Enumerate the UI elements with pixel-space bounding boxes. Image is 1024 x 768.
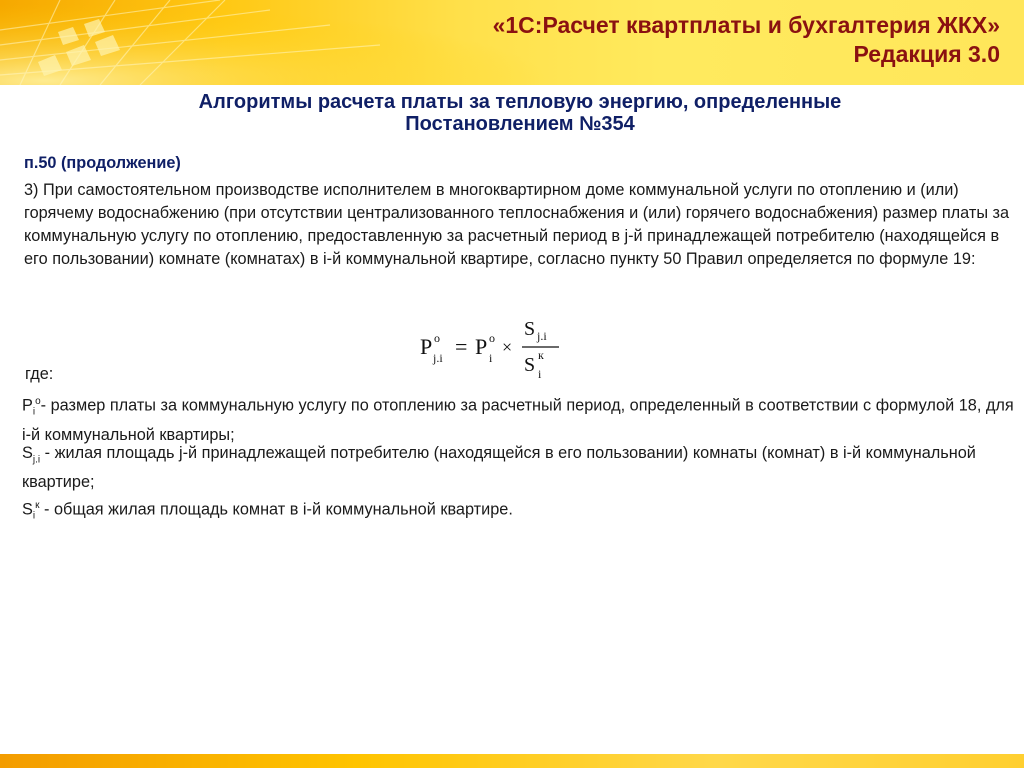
slide-heading-line2: Постановлением №354 xyxy=(405,113,635,135)
definition-si xyxy=(22,494,1022,528)
def1-symbol: P xyxy=(22,396,33,415)
formula-rhs-sup: o xyxy=(489,331,495,345)
slide-heading-line1: Алгоритмы расчета платы за тепловую энергию, определенные xyxy=(198,91,842,113)
slide-heading xyxy=(60,91,980,135)
header-title-line2: Редакция 3.0 xyxy=(853,41,1000,67)
formula-denominator-sup: к xyxy=(538,348,544,362)
formula-numerator-base: S xyxy=(524,318,536,340)
formula-rhs-sub: i xyxy=(489,351,493,365)
def2-sub: j.i xyxy=(32,454,41,466)
def3-symbol: S xyxy=(22,500,33,519)
formula-lhs-sup: o xyxy=(434,331,440,345)
header-title-line1: «1С:Расчет квартплаты и бухгалтерия ЖКХ» xyxy=(492,12,1000,38)
def3-text: - общая жилая площадь комнат в i-й коммунальной квартире. xyxy=(39,500,513,519)
formula-rhs-base: P xyxy=(475,334,488,359)
def2-text: - жилая площадь j-й принадлежащей потребителю (находящейся в его пользовании) комнаты (комнат) в i-й коммунальной квартире; xyxy=(22,444,976,492)
def1-text: - размер платы за коммунальную услугу по отоплению за расчетный период, определенный в соответствии с формулой 18, для i-й коммунальной квартиры; xyxy=(22,396,1014,444)
formula-lhs-base: P xyxy=(420,334,433,359)
header-band xyxy=(0,0,1024,85)
definition-p xyxy=(22,390,1022,447)
formula-lhs-sub: j.i xyxy=(433,351,443,365)
where-label: где: xyxy=(25,365,54,383)
where-label-row xyxy=(22,363,1022,386)
formula-equals: = xyxy=(455,334,468,359)
formula-times: × xyxy=(502,337,513,357)
def3-sup: к xyxy=(35,500,40,511)
sunburst-grid-logo-icon xyxy=(0,0,560,85)
definition-sji xyxy=(22,442,1022,494)
body-paragraph: 3) При самостоятельном производстве исполнителем в многоквартирном доме коммунальной услуги по отоплению и (или) горячему водоснабжению (при отсутствии централизованного теплоснабжения и (или) горячего водоснабжения) размер платы за коммунальную услугу по отоплению, предоставленную за расчетный период в j-й принадлежащей потребителю (находящейся в его пользовании) комнате (комнатах) в i-й коммунальной квартире, согласно пункту 50 Правил определяется по формуле 19: xyxy=(24,181,1010,268)
section-label: п.50 (продолжение) xyxy=(24,154,181,172)
def1-sup: o xyxy=(35,396,41,407)
footer-band xyxy=(0,754,1024,768)
def1-sub: i xyxy=(32,406,36,418)
def3-sub: i xyxy=(32,510,36,522)
formula-denominator-sub: i xyxy=(538,367,542,381)
formula-denominator-base: S xyxy=(524,354,536,376)
header-title xyxy=(493,11,1000,69)
def2-symbol: S xyxy=(22,444,33,462)
slide-body xyxy=(22,152,1022,271)
formula-numerator-sub: j.i xyxy=(537,329,547,343)
